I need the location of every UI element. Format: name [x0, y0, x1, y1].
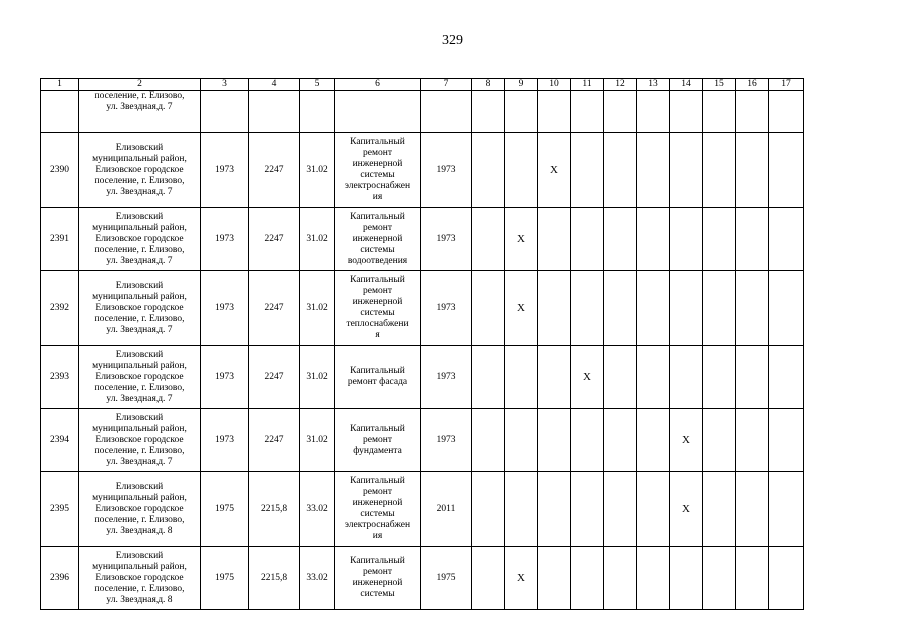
area-cell: 2215,8: [249, 547, 300, 610]
cell-line: электроснабжен: [344, 181, 411, 191]
row-number-cell: 2393: [41, 346, 79, 409]
mark-cell: X: [571, 346, 604, 409]
cell-line: Капитальный: [350, 476, 405, 486]
rate-cell: 31.02: [300, 133, 335, 208]
mark-cell: X: [670, 472, 703, 547]
year-last-repair-cell: 2011: [421, 472, 472, 547]
cell-line: поселение, г. Елизово,: [94, 244, 185, 255]
year-last-repair-cell: 1973: [421, 208, 472, 271]
column-number: 10: [538, 79, 571, 91]
cell-line: ремонт: [363, 222, 392, 233]
cell-line: ул. Звездная,д. 7: [106, 456, 173, 467]
empty-cell: [472, 208, 505, 271]
empty-cell: [505, 346, 538, 409]
cell-line: ул. Звездная,д. 8: [106, 525, 173, 536]
empty-cell: [736, 547, 769, 610]
empty-cell: [604, 409, 637, 472]
address-cell: [79, 208, 201, 271]
empty-cell: [637, 208, 670, 271]
year-last-repair-cell: 1973: [421, 133, 472, 208]
empty-cell: [703, 409, 736, 472]
table-row: [41, 409, 804, 472]
cell-line: Елизовский: [115, 142, 164, 153]
rate-cell: 31.02: [300, 409, 335, 472]
empty-cell: [703, 133, 736, 208]
empty-cell: [571, 208, 604, 271]
mark-cell: X: [538, 133, 571, 208]
empty-cell: [769, 409, 804, 472]
table-row: [41, 547, 804, 610]
empty-cell: [538, 472, 571, 547]
empty-cell: [703, 547, 736, 610]
rate-cell: 31.02: [300, 346, 335, 409]
cell-line: Капитальный: [350, 137, 405, 147]
empty-cell: [300, 91, 335, 133]
data-table: [40, 78, 804, 610]
work-type-cell: [335, 547, 421, 610]
empty-cell: [538, 91, 571, 133]
empty-cell: [201, 91, 249, 133]
cell-line: ул. Звездная,д. 7: [106, 102, 173, 112]
work-type-cell: [335, 346, 421, 409]
column-number: 7: [421, 79, 472, 91]
empty-cell: [472, 271, 505, 346]
empty-cell: [505, 409, 538, 472]
cell-line: ремонт: [363, 567, 392, 577]
empty-cell: [604, 208, 637, 271]
mark-cell: X: [670, 409, 703, 472]
cell-line: Елизовское городское: [95, 503, 184, 514]
cell-line: ул. Звездная,д. 7: [106, 324, 173, 335]
row-number-cell: 2392: [41, 271, 79, 346]
empty-cell: [637, 472, 670, 547]
column-number: 17: [769, 79, 804, 91]
cell-line: инженерной: [352, 578, 403, 588]
empty-cell: [505, 91, 538, 133]
empty-cell: [249, 91, 300, 133]
cell-line: системы: [360, 308, 395, 318]
year-built-cell: 1975: [201, 472, 249, 547]
empty-cell: [41, 91, 79, 133]
row-number-cell: 2394: [41, 409, 79, 472]
empty-cell: [670, 91, 703, 133]
column-number: 11: [571, 79, 604, 91]
row-number-cell: 2391: [41, 208, 79, 271]
cell-line: Капитальный: [350, 423, 405, 434]
cell-line: инженерной: [352, 498, 403, 508]
year-last-repair-cell: 1975: [421, 547, 472, 610]
cell-line: Елизовское городское: [95, 233, 184, 244]
cell-line: Капитальный: [350, 275, 405, 285]
column-number: 5: [300, 79, 335, 91]
empty-cell: [637, 547, 670, 610]
page-number: 329: [442, 33, 463, 48]
cell-line: Капитальный: [350, 211, 405, 222]
empty-cell: [505, 133, 538, 208]
cell-line: ия: [372, 192, 383, 202]
work-type-cell: [335, 271, 421, 346]
empty-cell: [670, 547, 703, 610]
address-cell: [79, 271, 201, 346]
column-number: 1: [41, 79, 79, 91]
empty-cell: [604, 271, 637, 346]
cell-line: Елизовское городское: [95, 572, 184, 583]
column-number: 14: [670, 79, 703, 91]
empty-cell: [538, 271, 571, 346]
year-built-cell: 1973: [201, 208, 249, 271]
empty-cell: [670, 133, 703, 208]
empty-cell: [670, 208, 703, 271]
year-last-repair-cell: 1973: [421, 271, 472, 346]
cell-line: Елизовский: [115, 280, 164, 291]
area-cell: 2247: [249, 133, 300, 208]
cell-line: муниципальный район,: [92, 222, 187, 233]
column-number: 9: [505, 79, 538, 91]
empty-cell: [571, 547, 604, 610]
work-type-cell: [335, 472, 421, 547]
table-row: [41, 271, 804, 346]
area-cell: 2247: [249, 208, 300, 271]
cell-line: ул. Звездная,д. 7: [106, 393, 173, 404]
column-number: 4: [249, 79, 300, 91]
year-built-cell: 1975: [201, 547, 249, 610]
table-row: [41, 346, 804, 409]
empty-cell: [472, 91, 505, 133]
cell-line: Елизовское городское: [95, 371, 184, 382]
year-built-cell: 1973: [201, 346, 249, 409]
table-row: [41, 208, 804, 271]
area-cell: 2247: [249, 271, 300, 346]
empty-cell: [736, 208, 769, 271]
empty-cell: [604, 547, 637, 610]
cell-line: ремонт: [363, 487, 392, 497]
empty-cell: [538, 409, 571, 472]
table-row: [41, 472, 804, 547]
empty-cell: [472, 133, 505, 208]
cell-line: Елизовский: [115, 481, 164, 492]
empty-cell: [571, 409, 604, 472]
area-cell: 2247: [249, 346, 300, 409]
empty-cell: [670, 271, 703, 346]
empty-cell: [604, 91, 637, 133]
cell-line: Елизовский: [115, 550, 164, 561]
rate-cell: 31.02: [300, 208, 335, 271]
empty-cell: [571, 133, 604, 208]
cell-line: поселение, г. Елизово,: [94, 313, 185, 324]
cell-line: инженерной: [352, 159, 403, 169]
cell-line: ия: [372, 531, 383, 541]
empty-cell: [736, 133, 769, 208]
empty-cell: [505, 472, 538, 547]
column-number: 13: [637, 79, 670, 91]
cell-line: поселение, г. Елизово,: [94, 445, 185, 456]
empty-cell: [736, 472, 769, 547]
empty-cell: [769, 91, 804, 133]
empty-cell: [472, 472, 505, 547]
empty-cell: [637, 91, 670, 133]
cell-line: электроснабжен: [344, 520, 411, 530]
cell-line: муниципальный район,: [92, 492, 187, 503]
rate-cell: 33.02: [300, 472, 335, 547]
column-number: 15: [703, 79, 736, 91]
empty-cell: [472, 409, 505, 472]
area-cell: 2247: [249, 409, 300, 472]
cell-line: теплоснабжени: [346, 319, 409, 329]
cell-line: Елизовский: [115, 349, 164, 360]
cell-line: системы: [360, 589, 395, 599]
year-built-cell: 1973: [201, 133, 249, 208]
cell-line: ремонт: [363, 148, 392, 158]
column-number: 6: [335, 79, 421, 91]
cell-line: ул. Звездная,д. 8: [106, 594, 173, 605]
cell-line: инженерной: [352, 297, 403, 307]
cell-line: Капитальный: [350, 366, 405, 376]
empty-cell: [670, 346, 703, 409]
column-number: 2: [79, 79, 201, 91]
cell-line: поселение, г. Елизово,: [94, 583, 185, 594]
year-built-cell: 1973: [201, 271, 249, 346]
empty-cell: [604, 472, 637, 547]
address-cell: [79, 472, 201, 547]
empty-cell: [703, 91, 736, 133]
rate-cell: 33.02: [300, 547, 335, 610]
work-type-cell: [335, 409, 421, 472]
cell-line: Елизовский: [115, 211, 164, 222]
column-number: 8: [472, 79, 505, 91]
cell-line: системы: [360, 170, 395, 180]
cell-line: поселение, г. Елизово,: [94, 514, 185, 525]
cell-line: Елизовское городское: [95, 302, 184, 313]
cell-line: Елизовское городское: [95, 434, 184, 445]
empty-cell: [538, 346, 571, 409]
cell-line: Елизовский: [115, 412, 164, 423]
empty-cell: [736, 409, 769, 472]
empty-cell: [472, 547, 505, 610]
column-number-row: [41, 79, 804, 91]
table-body: [41, 79, 804, 610]
address-cell: [79, 133, 201, 208]
empty-cell: [604, 133, 637, 208]
cell-line: системы: [360, 244, 395, 255]
empty-cell: [769, 271, 804, 346]
column-number: 12: [604, 79, 637, 91]
cell-line: ул. Звездная,д. 7: [106, 186, 173, 197]
empty-cell: [736, 91, 769, 133]
cell-line: поселение, г. Елизово,: [94, 175, 185, 186]
cell-line: ремонт: [363, 434, 392, 445]
empty-cell: [637, 346, 670, 409]
empty-cell: [736, 271, 769, 346]
empty-cell: [769, 133, 804, 208]
cell-line: водоотведения: [347, 255, 408, 266]
empty-cell: [604, 346, 637, 409]
work-type-cell: [335, 208, 421, 271]
cell-line: инженерной: [352, 233, 403, 244]
empty-cell: [769, 346, 804, 409]
mark-cell: X: [505, 208, 538, 271]
table-row-continuation: [41, 91, 804, 133]
work-type-cell: [335, 133, 421, 208]
empty-cell: [571, 271, 604, 346]
empty-cell: [703, 472, 736, 547]
empty-cell: [637, 133, 670, 208]
empty-cell: [736, 346, 769, 409]
cell-line: муниципальный район,: [92, 423, 187, 434]
cell-line: ул. Звездная,д. 7: [106, 255, 173, 266]
cell-line: системы: [360, 509, 395, 519]
row-number-cell: 2390: [41, 133, 79, 208]
cell-line: Капитальный: [350, 556, 405, 566]
empty-cell: [703, 271, 736, 346]
empty-cell: [571, 91, 604, 133]
column-number: 16: [736, 79, 769, 91]
mark-cell: X: [505, 547, 538, 610]
cell-line: ремонт фасада: [347, 377, 408, 387]
cell-line: поселение, г. Елизово,: [94, 382, 185, 393]
empty-cell: [637, 409, 670, 472]
empty-cell: [637, 271, 670, 346]
empty-cell: [335, 91, 421, 133]
cell-line: ремонт: [363, 286, 392, 296]
cell-line: муниципальный район,: [92, 360, 187, 371]
cell-line: муниципальный район,: [92, 561, 187, 572]
cell-line: я: [375, 330, 380, 340]
year-built-cell: 1973: [201, 409, 249, 472]
empty-cell: [538, 208, 571, 271]
empty-cell: [703, 208, 736, 271]
row-number-cell: 2396: [41, 547, 79, 610]
address-cell: [79, 409, 201, 472]
address-cell: [79, 346, 201, 409]
mark-cell: X: [505, 271, 538, 346]
empty-cell: [472, 346, 505, 409]
empty-cell: [538, 547, 571, 610]
empty-cell: [571, 472, 604, 547]
cell-line: Елизовское городское: [95, 164, 184, 175]
cell-line: муниципальный район,: [92, 153, 187, 164]
address-cell: [79, 91, 201, 133]
table-row: [41, 133, 804, 208]
column-number: 3: [201, 79, 249, 91]
empty-cell: [769, 547, 804, 610]
year-last-repair-cell: 1973: [421, 409, 472, 472]
address-cell: [79, 547, 201, 610]
area-cell: 2215,8: [249, 472, 300, 547]
cell-line: фундамента: [353, 445, 402, 456]
rate-cell: 31.02: [300, 271, 335, 346]
empty-cell: [421, 91, 472, 133]
empty-cell: [769, 472, 804, 547]
row-number-cell: 2395: [41, 472, 79, 547]
cell-line: поселение, г. Елизово,: [94, 91, 185, 101]
year-last-repair-cell: 1973: [421, 346, 472, 409]
empty-cell: [703, 346, 736, 409]
cell-line: муниципальный район,: [92, 291, 187, 302]
empty-cell: [769, 208, 804, 271]
